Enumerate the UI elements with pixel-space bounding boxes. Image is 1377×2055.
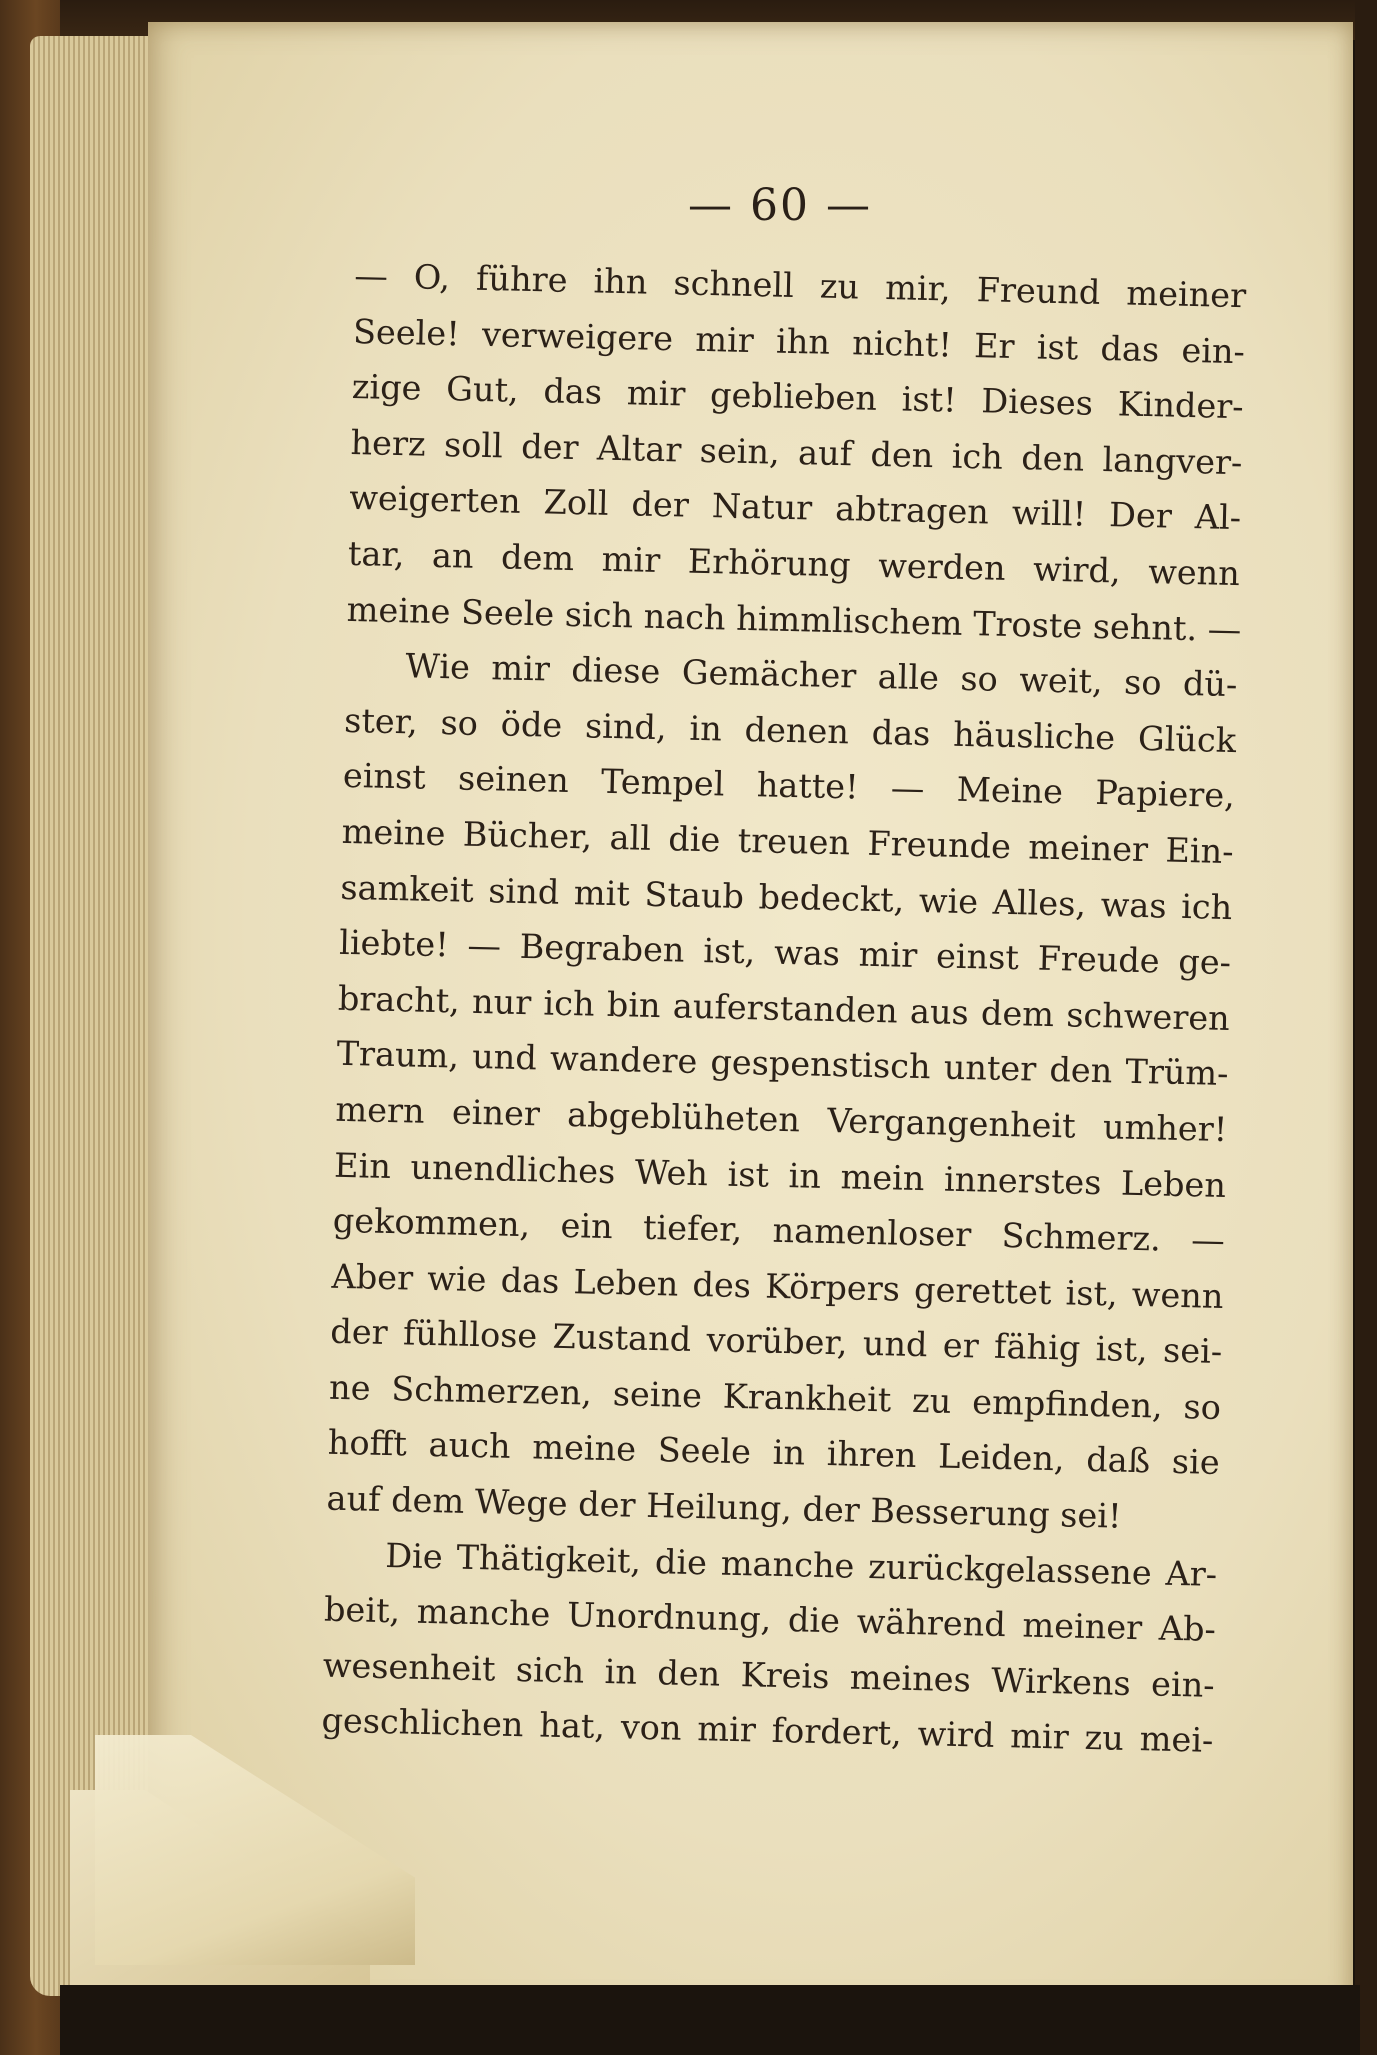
text-line: einst seinen Tempel hatte! — Meine Papiere, (342, 756, 1236, 816)
book-cover-right (1355, 0, 1377, 2055)
text-line: wesenheit sich in den Kreis meines Wirkens ein- (322, 1645, 1216, 1705)
text-line: ne Schmerzen, seine Krankheit zu empfinden, so (328, 1367, 1222, 1427)
text-line: herz soll der Altar sein, auf den ich den langver- (350, 422, 1243, 482)
text-line: meine Seele sich nach himmlischem Troste sehnt. — (346, 589, 1242, 649)
text-line: Traum, und wandere gespenstisch unter den Trüm- (336, 1034, 1229, 1094)
text-line: tar, an dem mir Erhörung werden wird, wenn (347, 533, 1241, 594)
text-line: samkeit sind mit Staub bedeckt, wie Alles, was ich (340, 867, 1233, 927)
page-text (321, 248, 1247, 1769)
book-binding-bottom (60, 1985, 1360, 2055)
text-line: meine Bücher, all die treuen Freunde meiner Ein- (341, 811, 1234, 872)
text-line: der fühllose Zustand vorüber, und er fähig ist, sei- (329, 1312, 1223, 1372)
text-line: geschlichen hat, von mir fordert, wird mir zu mei- (321, 1701, 1214, 1761)
text-line: Aber wie das Leben des Körpers gerettet ist, wenn (331, 1256, 1224, 1316)
text-line: Seele! verweigere mir ihn nicht! Er ist das ein- (352, 311, 1246, 371)
text-line: weigerten Zoll der Natur abtragen will! Der Al- (348, 478, 1242, 538)
text-line: auf dem Wege der Heilung, der Besserung sei! (326, 1478, 1122, 1536)
text-line: gekommen, ein tiefer, namenloser Schmerz. — (332, 1200, 1226, 1261)
text-line: liebte! — Begraben ist, was mir einst Freude ge- (338, 922, 1232, 983)
text-line: beit, manche Unordnung, die während meiner Ab- (323, 1589, 1217, 1650)
text-line: bracht, nur ich bin auferstanden aus dem schweren (337, 978, 1231, 1038)
text-line: — O, führe ihn schnell zu mir, Freund meiner (353, 255, 1247, 316)
text-line: Die Thätigkeit, die manche zurückgelassene Ar- (384, 1535, 1218, 1594)
page-number: — 60 — (688, 180, 872, 231)
text-line: ster, so öde sind, in denen das häusliche Glück (343, 700, 1237, 760)
text-line: Wie mir diese Gemächer alle so weit, so dü- (405, 646, 1238, 705)
text-line: Ein unendliches Weh ist in mein innerstes Leben (333, 1145, 1227, 1205)
text-line: zige Gut, das mir geblieben ist! Dieses Kinder- (351, 367, 1245, 427)
text-line: hofft auch meine Seele in ihren Leiden, daß sie (327, 1423, 1221, 1483)
text-line: mern einer abgeblüheten Vergangenheit umher! (335, 1089, 1228, 1149)
